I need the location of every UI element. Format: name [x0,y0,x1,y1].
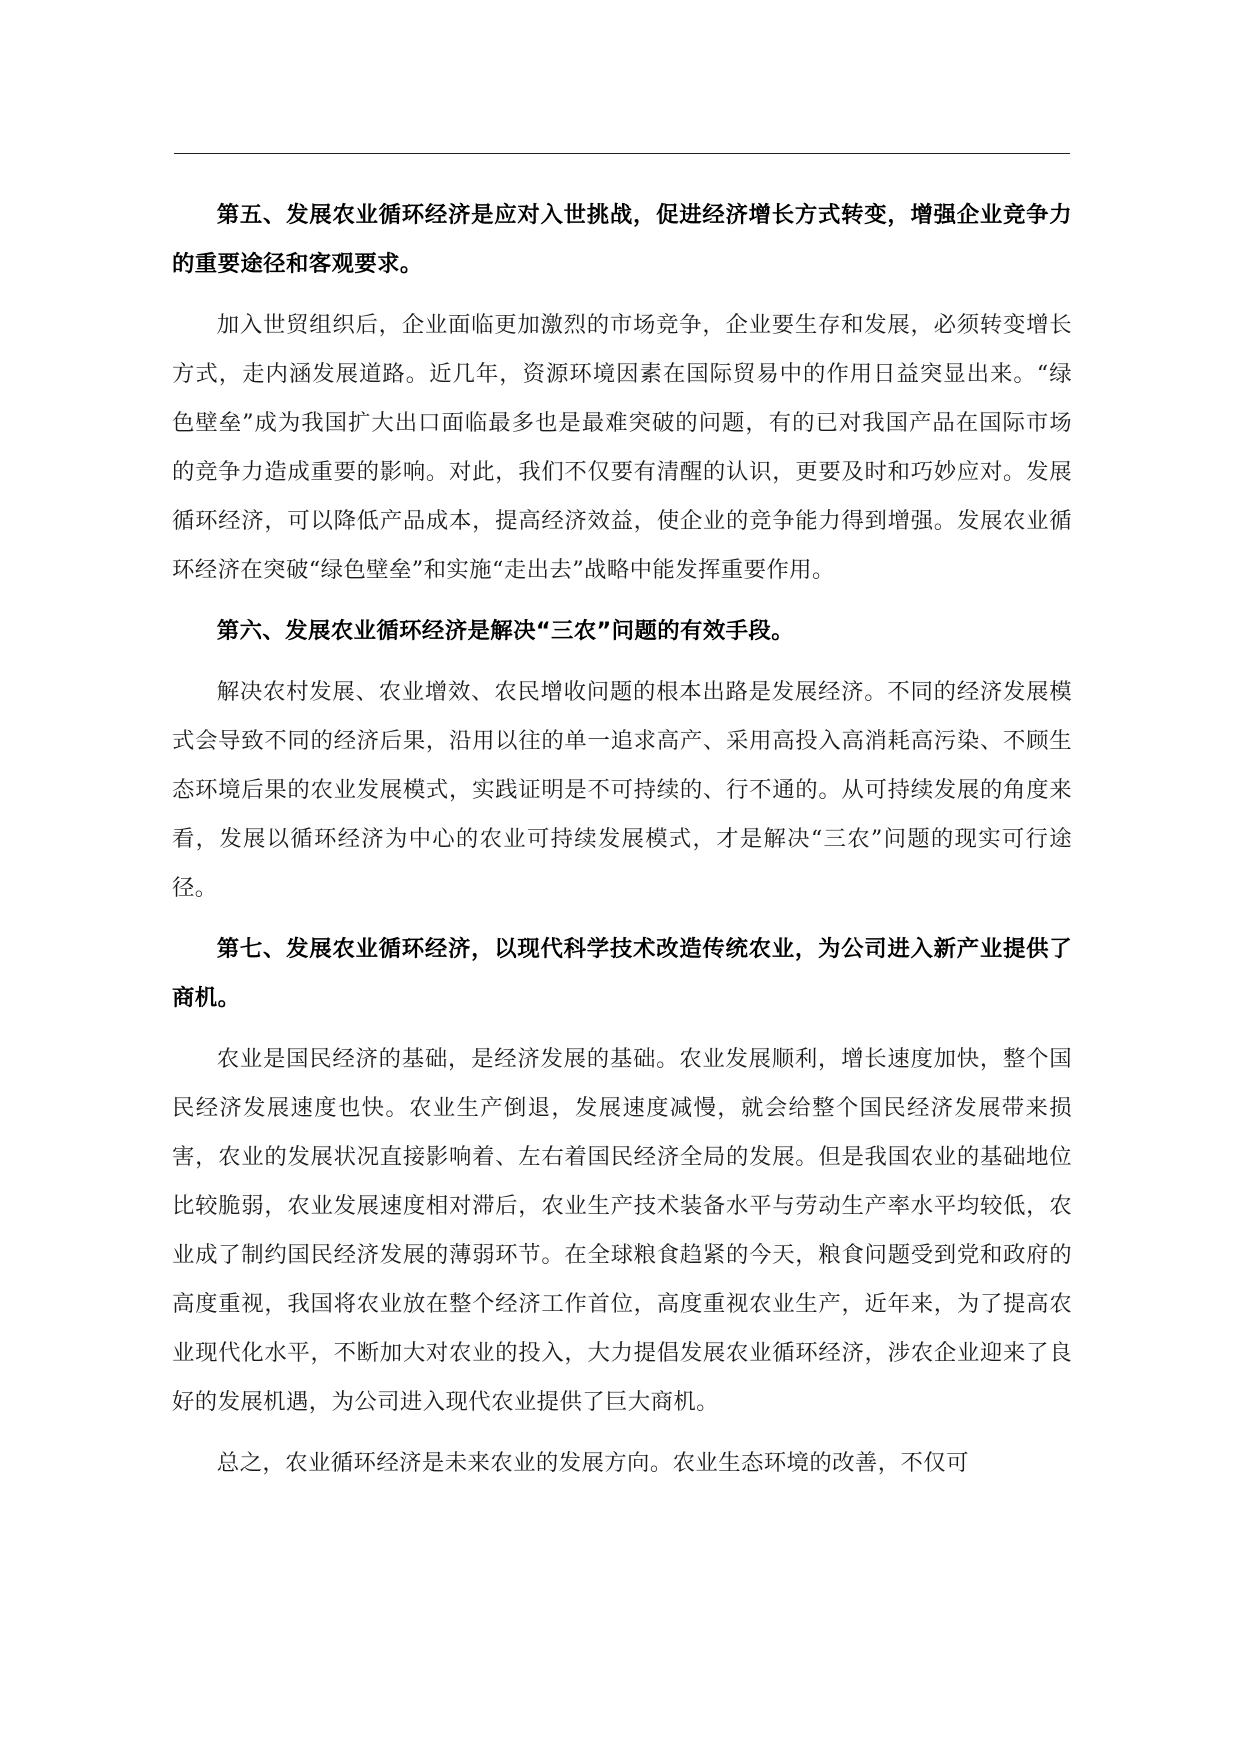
section-heading-5: 第五、发展农业循环经济是应对入世挑战，促进经济增长方式转变，增强企业竞争力的重要途径和客观要求。 [172,202,1072,277]
section-heading-6: 第六、发展农业循环经济是解决“三农”问题的有效手段。 [216,618,795,644]
document-body [172,191,1072,1488]
closing-paragraph: 总之，农业循环经济是未来农业的发展方向。农业生态环境的改善，不仅可 [216,1450,969,1476]
header-rule [174,153,1070,154]
section-paragraph-5: 加入世贸组织后，企业面临更加激烈的市场竞争，企业要生存和发展，必须转变增长方式，走内涵发展道路。近几年，资源环境因素在国际贸易中的作用日益突显出来。“绿色壁垒”成为我国扩大出口面临最多也是最难突破的问题，有的已对我国产品在国际市场的竞争力造成重要的影响。对此，我们不仅要有清醒的认识，更要及时和巧妙应对。发展循环经济，可以降低产品成本，提高经济效益，使企业的竞争能力得到增强。发展农业循环经济在突破“绿色壁垒”和实施“走出去”战略中能发挥重要作用。 [172,312,1072,583]
section-heading-7: 第七、发展农业循环经济，以现代科学技术改造传统农业，为公司进入新产业提供了商机。 [172,936,1072,1011]
section-paragraph-6: 解决农村发展、农业增效、农民增收问题的根本出路是发展经济。不同的经济发展模式会导致不同的经济后果，沿用以往的单一追求高产、采用高投入高消耗高污染、不顾生态环境后果的农业发展模式，实践证明是不可持续的、行不通的。从可持续发展的角度来看，发展以循环经济为中心的农业可持续发展模式，才是解决“三农”问题的现实可行途径。 [172,679,1072,901]
section-paragraph-7: 农业是国民经济的基础，是经济发展的基础。农业发展顺利，增长速度加快，整个国民经济发展速度也快。农业生产倒退，发展速度减慢，就会给整个国民经济发展带来损害，农业的发展状况直接影响着、左右着国民经济全局的发展。但是我国农业的基础地位比较脆弱，农业发展速度相对滞后，农业生产技术装备水平与劳动生产率水平均较低，农业成了制约国民经济发展的薄弱环节。在全球粮食趋紧的今天，粮食问题受到党和政府的高度重视，我国将农业放在整个经济工作首位，高度重视农业生产，近年来，为了提高农业现代化水平，不断加大对农业的投入，大力提倡发展农业循环经济，涉农企业迎来了良好的发展机遇，为公司进入现代农业提供了巨大商机。 [172,1046,1072,1415]
